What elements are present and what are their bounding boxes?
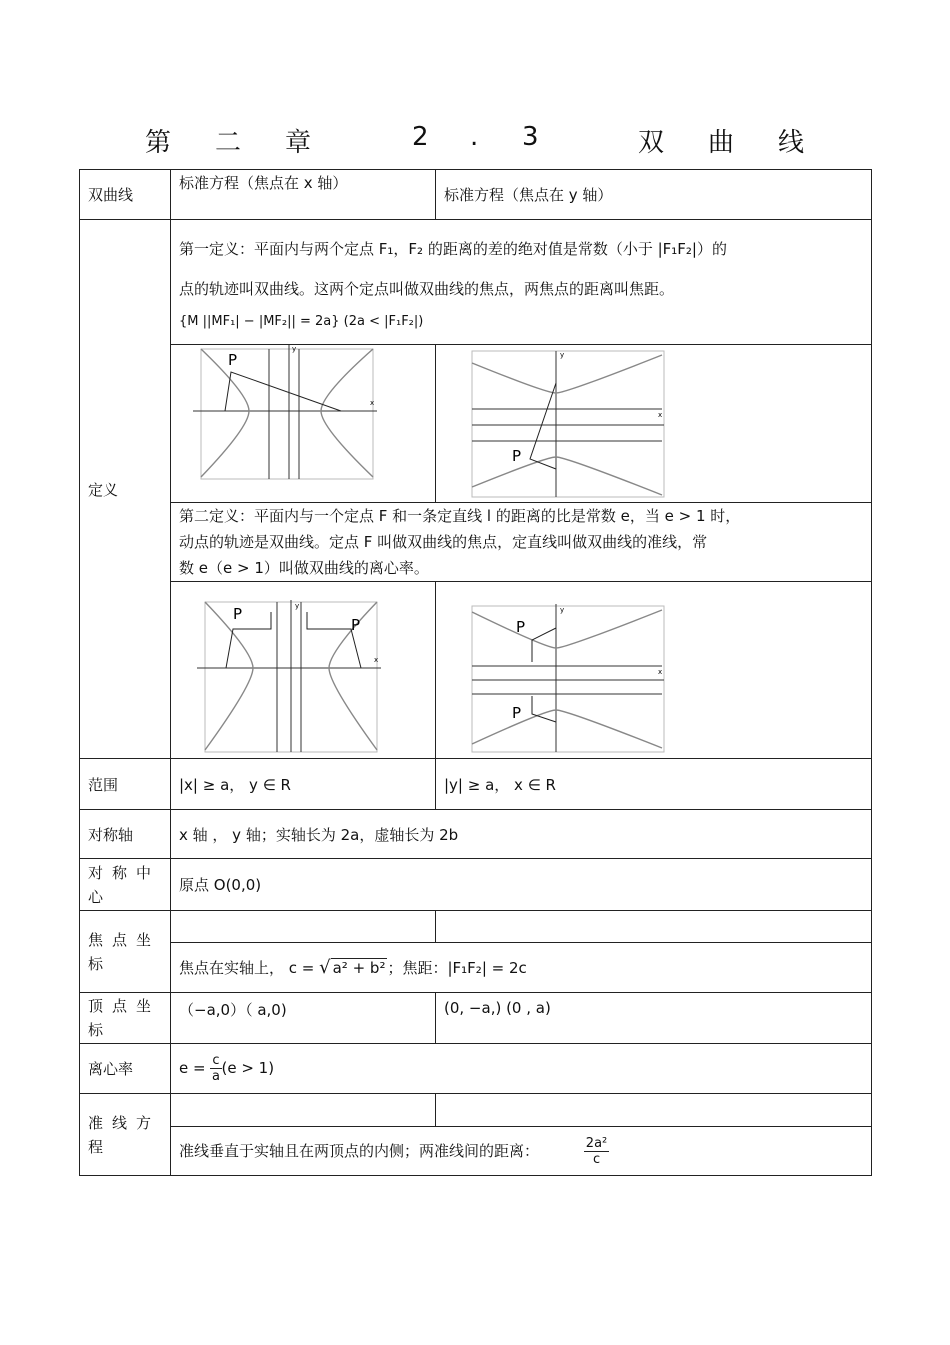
range-x: |x| ≥ a， y ∈ R [171,759,436,810]
hyperbola-lower-branch [472,457,662,495]
hyperbola-left-branch [205,602,253,750]
first-def-set: {M ||MF₁| − |MF₂|| = 2a} (2a < |F₁F₂|) [179,314,424,329]
vertex-x: （−a,0）（ a,0) [171,993,436,1044]
axis-label-x: x [658,668,663,676]
focus-y-empty [436,911,872,943]
directrix-y-empty [436,1094,872,1127]
hyperbola-y-figure-2 [436,582,872,758]
ecc-numerator: c [212,1053,220,1068]
axis-label-y: y [295,602,300,610]
hyperbola-y-figure-1 [436,345,872,502]
directrix-numerator: 2a² [585,1135,608,1151]
eccentricity-row [80,1044,872,1094]
hyperbola-table [79,169,872,1176]
point-label: P [516,618,526,636]
second-def-line1: 第二定义：平面内与一个定点 F 和一条定直线 l 的距离的比是常数 e，当 e > 1 时， [179,507,741,525]
symmetry-row [80,810,872,859]
first-definition [171,220,872,345]
point-label: P [351,616,361,634]
hyperbola-upper-branch [472,355,662,393]
range-y: |y| ≥ a， x ∈ R [436,759,872,810]
ecc-denominator: a [211,1069,220,1084]
focal-distance-lines [530,383,556,469]
title-char: 第 [145,128,172,158]
focus-row-bottom [80,943,872,993]
vertex-row [80,993,872,1044]
ecc-condition: (e > 1) [221,1059,275,1077]
point-label: P [512,447,522,465]
title-char: 线 [778,128,805,158]
row-label: 双曲线 [80,170,171,220]
center-label: 对称中心 [80,859,171,911]
directrix-distance-lower [532,696,556,722]
eccentricity-formula [171,1044,872,1094]
focus-mid: ；焦距： [387,959,448,977]
title-char: 2 [412,122,429,152]
plot-frame [472,606,664,752]
title-char: 二 [215,128,242,158]
ecc-lhs: e = [179,1059,211,1077]
hyperbola-lower-branch [472,710,662,748]
figure-first-def-x [171,345,436,503]
hyperbola-x-figure-1 [171,345,436,502]
col-header-y: 标准方程（焦点在 y 轴） [436,170,872,220]
first-def-line2: 点的轨迹叫双曲线。这两个定点叫做双曲线的焦点，两焦点的距离叫焦距。 [179,280,675,298]
axis-label-x: x [370,399,375,407]
focus-text [171,943,872,993]
title-char: 曲 [708,128,735,158]
focus-label: 焦点坐标 [80,911,171,993]
ecc-fraction [210,1053,221,1084]
plot-frame [201,349,373,479]
axis-label-x: x [374,656,379,664]
range-row [80,759,872,810]
first-def-line1: 第一定义：平面内与两个定点 F₁，F₂ 的距离的差的绝对值是常数（小于 |F₁F₂|）的 [179,240,727,258]
hyperbola-right-branch [321,349,373,477]
title-char: 3 [522,122,539,152]
center-text: 原点 O(0,0) [171,859,872,911]
directrix-row-bottom [80,1127,872,1176]
point-label: P [512,704,522,722]
directrix-x-empty [171,1094,436,1127]
title-char: 双 [638,128,665,158]
second-definition [171,503,872,582]
hyperbola-upper-branch [472,610,662,648]
axis-label-x: x [658,411,663,419]
axis-label-y: y [560,351,565,359]
header-row [80,170,872,220]
directrix-label: 准线方程 [80,1094,171,1176]
focus-row-top [80,911,872,943]
directrix-denominator: c [592,1151,601,1167]
figure-second-def-y [436,582,872,759]
title-char: 章 [285,128,312,158]
figure-second-def-x [171,582,436,759]
focus-distance: |F₁F₂| = 2c [447,959,527,977]
axis-label-y: y [292,345,297,353]
col-header-x: 标准方程（焦点在 x 轴） [171,170,436,220]
title-char: . [470,122,479,152]
focus-sqrt-body: a² + b² [332,959,386,977]
point-label: P [233,605,243,623]
second-def-line2: 动点的轨迹是双曲线。定点 F 叫做双曲线的焦点，定直线叫做双曲线的准线，常 [179,533,708,551]
axis-label-y: y [560,606,565,614]
symmetry-label: 对称轴 [80,810,171,859]
directrix-text: 准线垂直于实轴且在两顶点的内侧；两准线间的距离： [179,1141,540,1160]
range-label: 范围 [80,759,171,810]
hyperbola-left-branch [201,349,249,477]
directrix-text-cell [171,1127,872,1176]
page-title [0,122,950,162]
eccentricity-label: 离心率 [80,1044,171,1094]
point-label: P [228,351,238,369]
sqrt-sign: √ [319,957,331,978]
directrix-row-top [80,1094,872,1127]
hyperbola-x-figure-2 [171,582,436,758]
focus-x-empty [171,911,436,943]
figure-first-def-y [436,345,872,503]
vertex-label: 顶点坐标 [80,993,171,1044]
focus-prefix: 焦点在实轴上， c = [179,959,320,977]
second-def-line3: 数 e（e > 1）叫做双曲线的离心率。 [179,559,429,577]
definition-label: 定义 [80,220,171,759]
symmetry-text: x 轴 ， y 轴；实轴长为 2a，虚轴长为 2b [171,810,872,859]
directrix-fraction [584,1136,609,1167]
center-row [80,859,872,911]
vertex-y: (0, −a,) (0 , a) [436,993,872,1044]
focal-distance-lines [225,372,341,411]
